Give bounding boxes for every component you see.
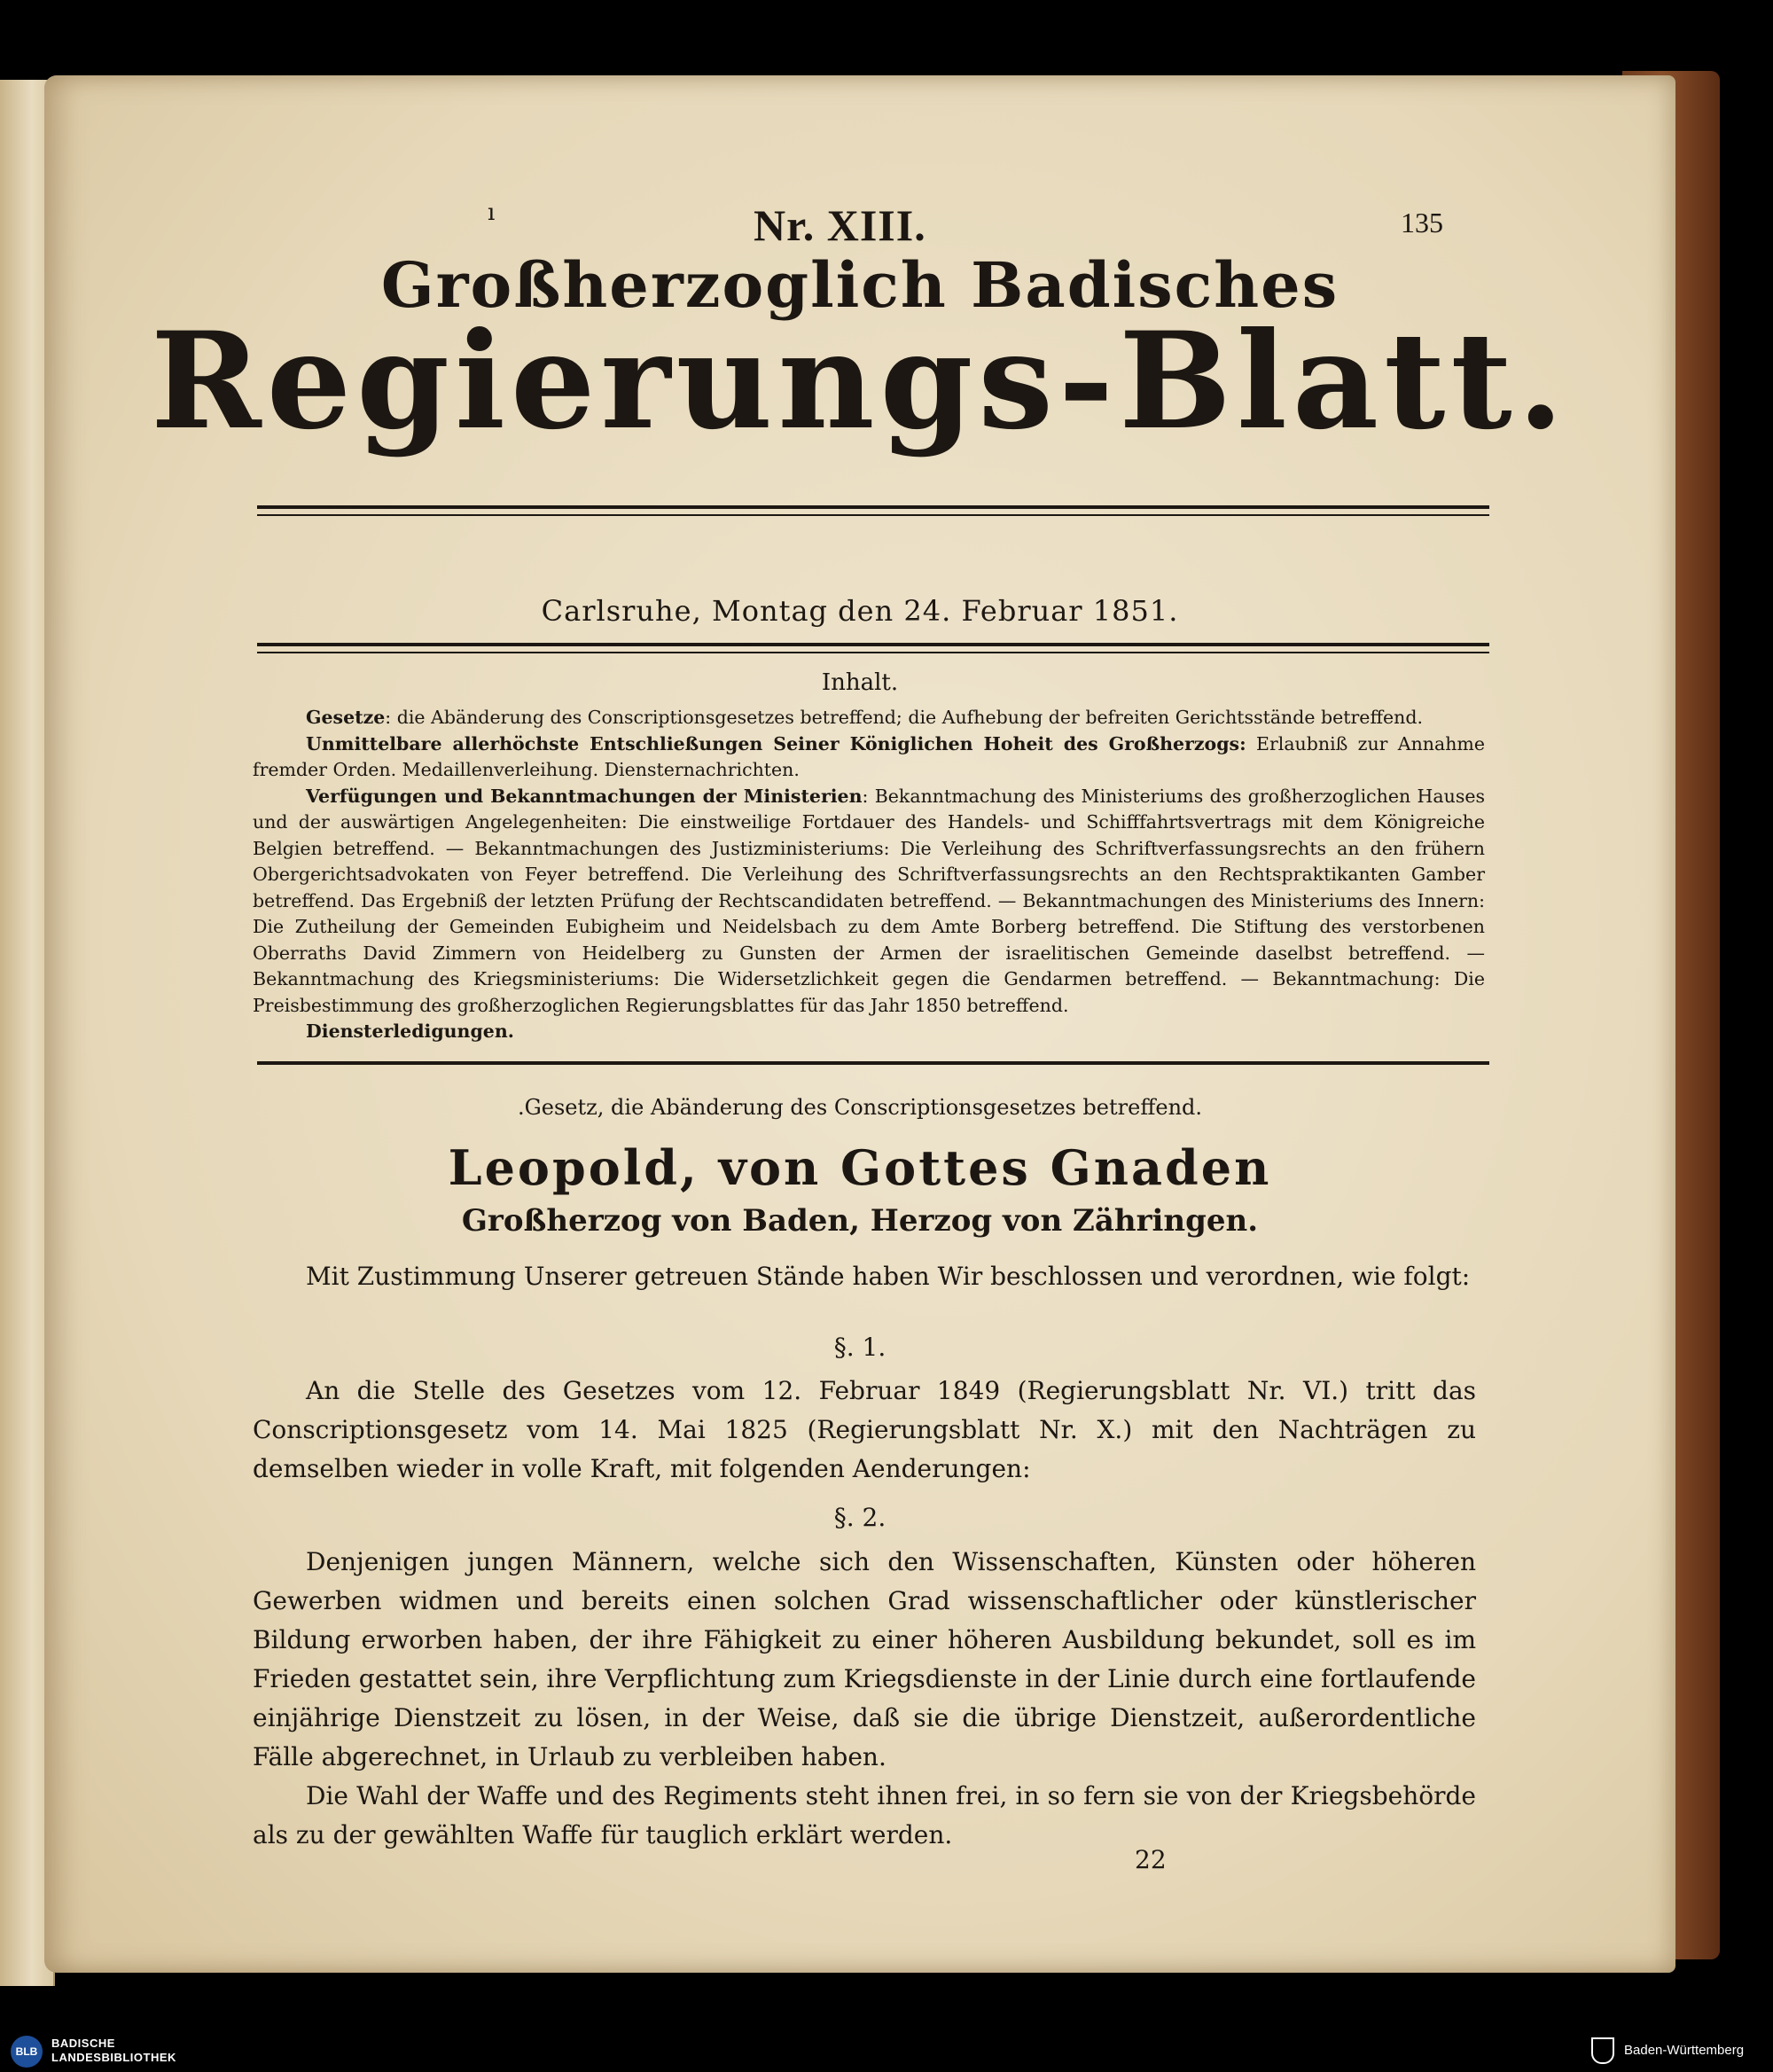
page-mark: ı xyxy=(488,199,496,226)
dateline: Carlsruhe, Montag den 24. Februar 1851. xyxy=(541,594,1179,628)
library-name[interactable] xyxy=(51,2037,176,2065)
section-2 xyxy=(253,1543,1476,1855)
masthead-subtitle: Großherzoglich Badisches xyxy=(380,248,1340,322)
preamble-text: Mit Zustimmung Unserer getreuen Stände haben Wir beschlossen und verordnen, wie folgt: xyxy=(306,1262,1471,1291)
contents-ministries-label: Verfügungen und Bekanntmachungen der Ministerien xyxy=(306,785,863,807)
rule-top-thin xyxy=(257,514,1489,516)
rule-date-thin xyxy=(257,652,1489,653)
section-1 xyxy=(253,1372,1476,1489)
contents-decisions-text: Erlaubniß zur Annahme fremder Orden. Medaillenverleihung. Diensternachrichten. xyxy=(253,732,1485,780)
contents-decisions xyxy=(253,731,1485,784)
contents-vacancies xyxy=(253,1019,1485,1045)
contents-laws xyxy=(253,705,1485,731)
contents-vacancies-label: Diensterledigungen. xyxy=(306,1020,514,1042)
rule-top xyxy=(257,505,1489,509)
blb-logo-icon[interactable]: BLB xyxy=(11,2036,43,2068)
rule-contents xyxy=(257,1061,1489,1065)
library-name-line1: BADISCHE xyxy=(51,2037,115,2050)
contents-laws-text: : die Abänderung des Conscriptionsgesetzes betreffend; die Aufhebung der befreiten Gerichtsstände betreffend. xyxy=(385,707,1423,728)
section-1-label: §. 1. xyxy=(833,1333,886,1362)
signature-number: 22 xyxy=(1135,1845,1167,1874)
contents-heading: Inhalt. xyxy=(821,669,899,696)
masthead-title: Regierungs-Blatt. xyxy=(151,303,1569,459)
contents-laws-label: Gesetze xyxy=(306,707,386,728)
issue-number: Nr. XIII. xyxy=(754,200,926,250)
section-1-text: An die Stelle des Gesetzes vom 12. Februar 1849 (Regierungsblatt Nr. VI.) tritt das Conscriptionsgesetz vom 14. Mai 1825 (Regierungsblatt Nr. X.) mit den Nachträgen zu demselben wieder in volle Kraft, mit folgenden Aenderungen: xyxy=(253,1376,1476,1483)
sovereign-titles: Großherzog von Baden, Herzog von Zähringen. xyxy=(461,1203,1259,1239)
rule-date xyxy=(257,643,1489,646)
state-name[interactable]: Baden-Württemberg xyxy=(1624,2043,1745,2058)
law-heading: .Gesetz, die Abänderung des Conscriptionsgesetzes betreffend. xyxy=(517,1095,1203,1120)
table-of-contents xyxy=(253,705,1485,1045)
section-2-text: Denjenigen jungen Männern, welche sich den Wissenschaften, Künsten oder höheren Gewerben widmen und bereits einen solchen Grad wissenschaftlicher oder künstlerischer Bildung erworben haben, der ihre Fähigkeit zu einer höheren Ausbildung bekundet, soll es im Frieden gestattet sein, ihre Verpflichtung zum Kriegsdienste in der Linie durch eine fortlaufende einjährige Dienstzeit zu lösen, in der Weise, daß sie die übrige Dienstzeit, außerordentliche Fälle abgerechnet, in Urlaub zu verbleiben haben. xyxy=(253,1547,1476,1771)
document-page xyxy=(44,75,1675,1973)
law-preamble xyxy=(253,1257,1476,1296)
contents-decisions-label: Unmittelbare allerhöchste Entschließungen Seiner Königlichen Hoheit des Großherzogs: xyxy=(306,732,1246,755)
section-2-label: §. 2. xyxy=(833,1503,886,1532)
contents-ministries xyxy=(253,784,1485,1020)
contents-ministries-text: : Bekanntmachung des Ministeriums des großherzoglichen Hauses und der auswärtigen Angelegenheiten: Die einstweilige Fortdauer des Handels- und Schifffahrtsvertrags mit dem Königreiche Belgien betreffend. — Bekanntmachungen des Justizministeriums: Die Verleihung des Schriftverfassungsrechts an den frühern Obergerichtsadvokaten von Feyer betreffend. Die Verleihung des Schriftverfassungsrechts an den Rechtspraktikanten Gamber betreffend. Das Ergebniß der letzten Prüfung der Rechtscandidaten betreffend. — Bekanntmachungen des Ministeriums des Innern: Die Zutheilung der Gemeinden Eubigheim und Neidelsbach zu dem Amte Borberg betreffend. Die Stiftung des verstorbenen Oberraths David Zimmern von Heidelberg zu Gunsten der Armen der israelitischen Gemeinde daselbst betreffend. — Bekanntmachung des Kriegsministeriums: Die Widersetzlichkeit gegen die Gendarmen betreffend. — Bekanntmachung: Die Preisbestimmung des großherzoglichen Regierungsblattes für das Jahr 1850 betreffend. xyxy=(253,785,1485,1016)
sovereign-name: Leopold, von Gottes Gnaden xyxy=(448,1139,1272,1196)
section-2-text-2: Die Wahl der Waffe und des Regiments steht ihnen frei, in so fern sie von der Kriegsbehörde als zu der gewählten Waffe für tauglich erklärt werden. xyxy=(253,1781,1476,1849)
footer-banner xyxy=(0,2030,1773,2072)
page-number: 135 xyxy=(1401,207,1443,238)
library-name-line2: LANDESBIBLIOTHEK xyxy=(51,2051,176,2064)
coat-of-arms-icon xyxy=(1591,2037,1614,2064)
